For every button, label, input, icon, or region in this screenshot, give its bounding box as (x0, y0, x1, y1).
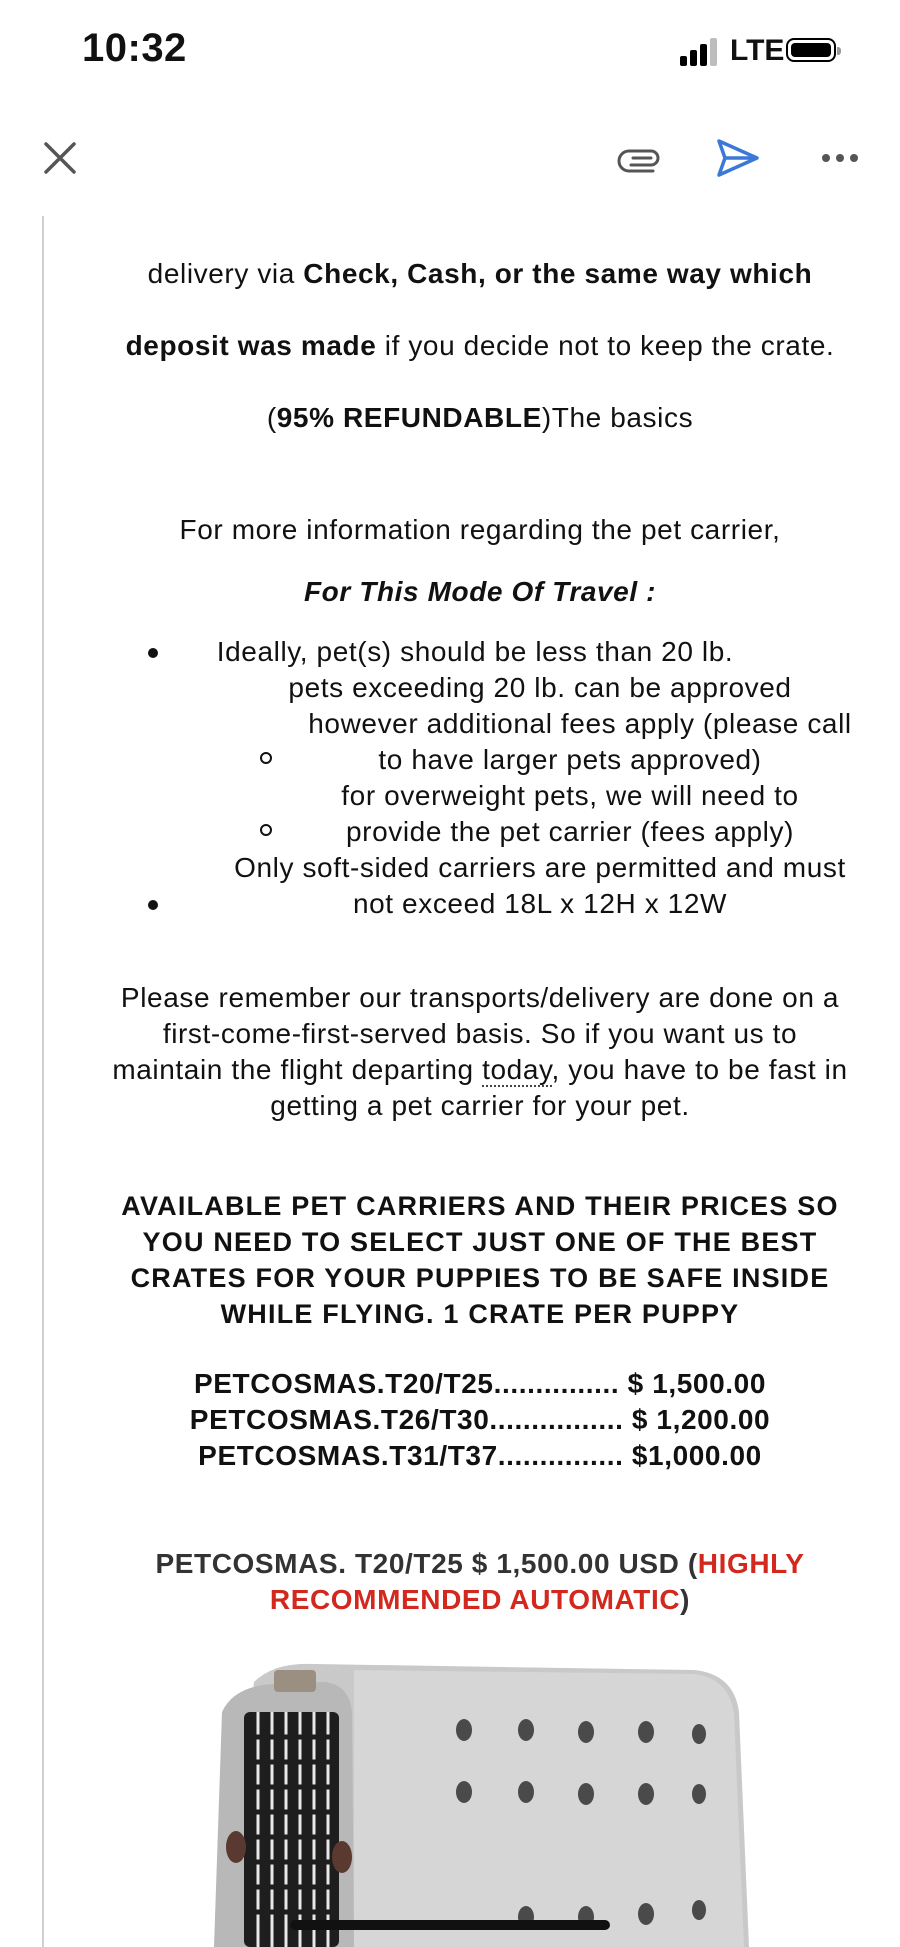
highly-label: HIGHLY (697, 1548, 805, 1579)
crate-return-text: if you decide not to keep the crate. (376, 330, 835, 361)
carriers-heading-4: WHILE FLYING. 1 CRATE PER PUPPY (220, 1299, 740, 1329)
more-button[interactable] (802, 120, 878, 196)
list-item: however additional fees apply (please call (308, 708, 852, 739)
sub-bullet-icon (260, 824, 272, 836)
paren-close: ) (680, 1584, 691, 1615)
remember-line-1: Please remember our transports/delivery are done on a (120, 982, 840, 1013)
list-item: provide the pet carrier (fees apply) (345, 816, 795, 847)
list-item: not exceed 18L x 12H x 12W (352, 888, 728, 919)
crate-image (214, 1652, 754, 1947)
mode-heading: For This Mode Of Travel : (303, 576, 657, 607)
attach-button[interactable] (602, 120, 678, 196)
carriers-heading-2: YOU NEED TO SELECT JUST ONE OF THE BEST (142, 1227, 818, 1257)
paren-open: ( (266, 402, 277, 433)
remember-line-3 (60, 1052, 900, 1088)
payment-methods: Check, Cash, or the same way which (303, 258, 813, 289)
remember-text: , you have to be fast in (551, 1054, 848, 1085)
list-item: Ideally, pet(s) should be less than 20 lb. (216, 636, 734, 667)
carriers-heading-3: CRATES FOR YOUR PUPPIES TO BE SAFE INSIDE (130, 1263, 830, 1293)
list-item: pets exceeding 20 lb. can be approved (288, 672, 792, 703)
sub-bullet-icon (260, 752, 272, 764)
price-item: PETCOSMAS.T26/T30................ $ 1,200.00 (189, 1404, 771, 1435)
featured-line-2 (60, 1582, 900, 1618)
quote-divider (42, 216, 44, 1947)
list-item: Only soft-sided carriers are permitted and must (234, 852, 846, 883)
bullet-icon (148, 900, 158, 910)
payment-line-1 (60, 256, 900, 292)
deposit-text: deposit was made (125, 330, 377, 361)
payment-line-2 (60, 328, 900, 364)
more-info-line: For more information regarding the pet carrier, (179, 514, 781, 545)
featured-price: PETCOSMAS. T20/T25 $ 1,500.00 USD ( (155, 1548, 698, 1579)
status-bar (0, 0, 900, 100)
recommended-label: RECOMMENDED AUTOMATIC (269, 1584, 681, 1615)
send-icon (715, 137, 761, 179)
home-indicator[interactable] (290, 1920, 610, 1930)
refund-line (60, 400, 900, 436)
compose-toolbar (0, 120, 900, 200)
carriers-heading-1: AVAILABLE PET CARRIERS AND THEIR PRICES SO (121, 1191, 839, 1221)
signal-icon (680, 38, 720, 66)
status-time: 10:32 (82, 26, 187, 70)
remember-line-4: getting a pet carrier for your pet. (270, 1090, 690, 1121)
remember-line-2: first-come-first-served basis. So if you want us to (162, 1018, 798, 1049)
price-item: PETCOSMAS.T20/T25............... $ 1,500.00 (193, 1368, 767, 1399)
list-item: to have larger pets approved) (378, 744, 762, 775)
payment-text: delivery via (147, 258, 304, 289)
refund-badge: 95% REFUNDABLE (276, 402, 542, 433)
more-icon (820, 152, 860, 164)
send-button[interactable] (700, 120, 776, 196)
remember-text: maintain the flight departing (112, 1054, 483, 1085)
close-button[interactable] (22, 120, 98, 196)
close-icon (42, 140, 78, 176)
list-item: for overweight pets, we will need to (341, 780, 799, 811)
basics-text: )The basics (541, 402, 694, 433)
price-item: PETCOSMAS.T31/T37............... $1,000.00 (198, 1440, 762, 1471)
network-label: LTE (730, 34, 785, 67)
paperclip-icon (617, 143, 663, 173)
date-link[interactable]: today (482, 1054, 552, 1085)
featured-line-1 (60, 1546, 900, 1582)
battery-icon (786, 38, 836, 62)
